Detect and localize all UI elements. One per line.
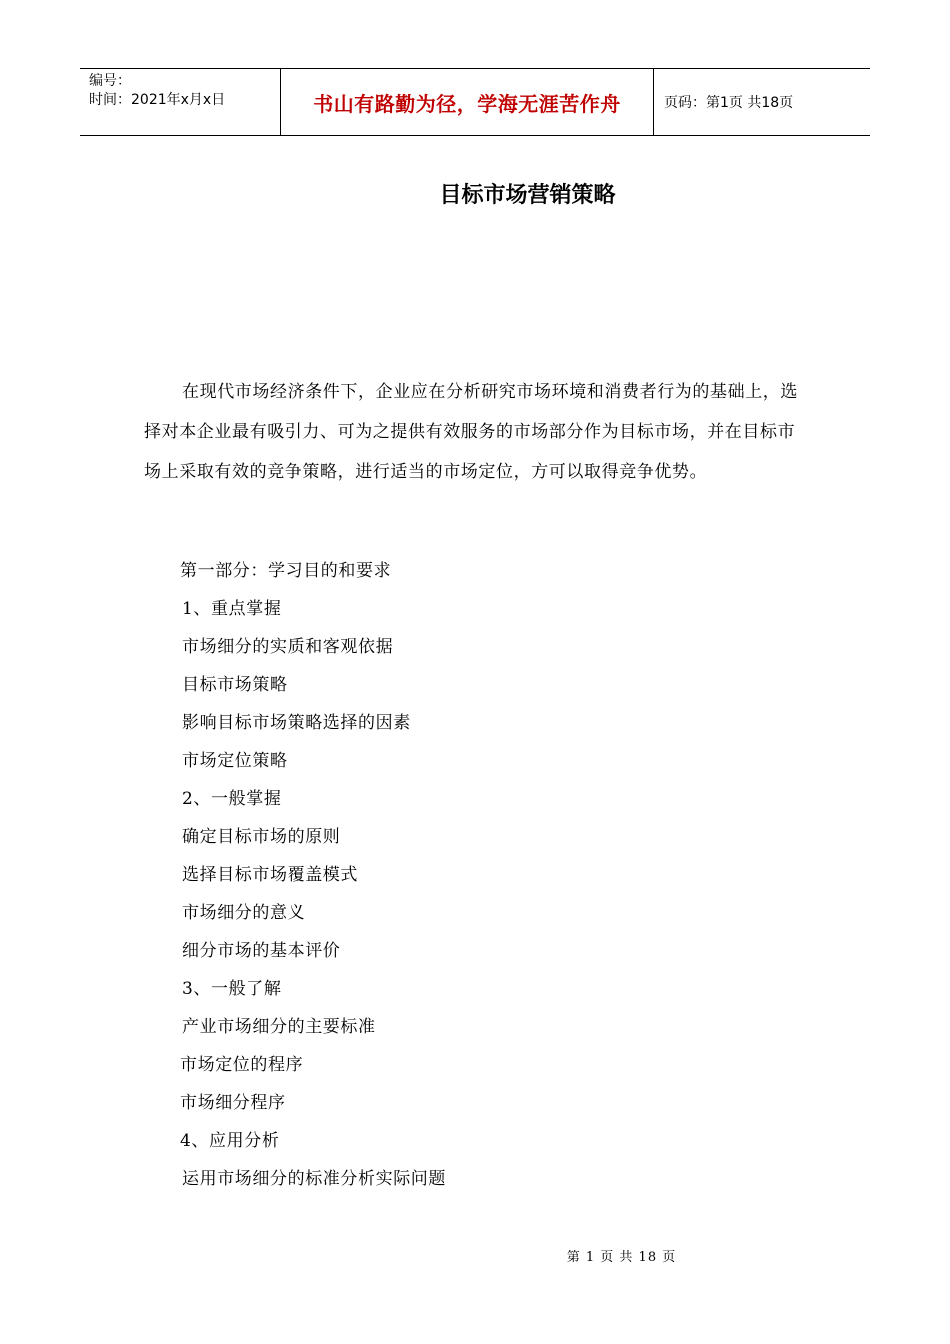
list-item: 第一部分：学习目的和要求 — [180, 561, 392, 581]
list-item: 确定目标市场的原则 — [182, 827, 341, 847]
header-page-label: 页码：第1页 共18页 — [664, 95, 794, 111]
list-item: 1、重点掌握 — [182, 599, 282, 619]
list-item: 4、应用分析 — [180, 1131, 280, 1151]
list-item: 选择目标市场覆盖模式 — [182, 865, 358, 885]
list-item: 目标市场策略 — [182, 675, 288, 695]
header-motto: 书山有路勤为径，学海无涯苦作舟 — [313, 91, 621, 116]
document-number-label: 编号： — [89, 73, 131, 89]
header-page-cell — [654, 69, 870, 135]
list-item: 市场细分的实质和客观依据 — [182, 637, 394, 657]
list-item: 市场细分的意义 — [182, 903, 306, 923]
header-table — [80, 68, 870, 136]
list-item: 运用市场细分的标准分析实际问题 — [182, 1169, 446, 1189]
intro-paragraph: 在现代市场经济条件下，企业应在分析研究市场环境和消费者行为的基础上，选择对本企业最有吸引力、可为之提供有效服务的市场部分作为目标市场，并在目标市场上采取有效的竞争策略，进行适当的市场定位，方可以取得竞争优势。 — [144, 382, 798, 482]
list-item: 市场定位的程序 — [180, 1055, 304, 1075]
list-item: 影响目标市场策略选择的因素 — [182, 713, 411, 733]
list-item: 2、一般掌握 — [182, 789, 282, 809]
list-item: 市场细分程序 — [180, 1093, 286, 1113]
list-item: 产业市场细分的主要标准 — [182, 1017, 376, 1037]
list-item: 细分市场的基本评价 — [182, 941, 341, 961]
page-footer: 第 1 页 共 18 页 — [566, 1250, 677, 1265]
header-meta-cell — [80, 69, 281, 135]
page-title: 目标市场营销策略 — [439, 183, 616, 208]
header-motto-cell — [281, 69, 654, 135]
document-time-label: 时间：2021年x月x日 — [89, 92, 226, 108]
list-item: 3、一般了解 — [182, 979, 282, 999]
list-item: 市场定位策略 — [182, 751, 288, 771]
